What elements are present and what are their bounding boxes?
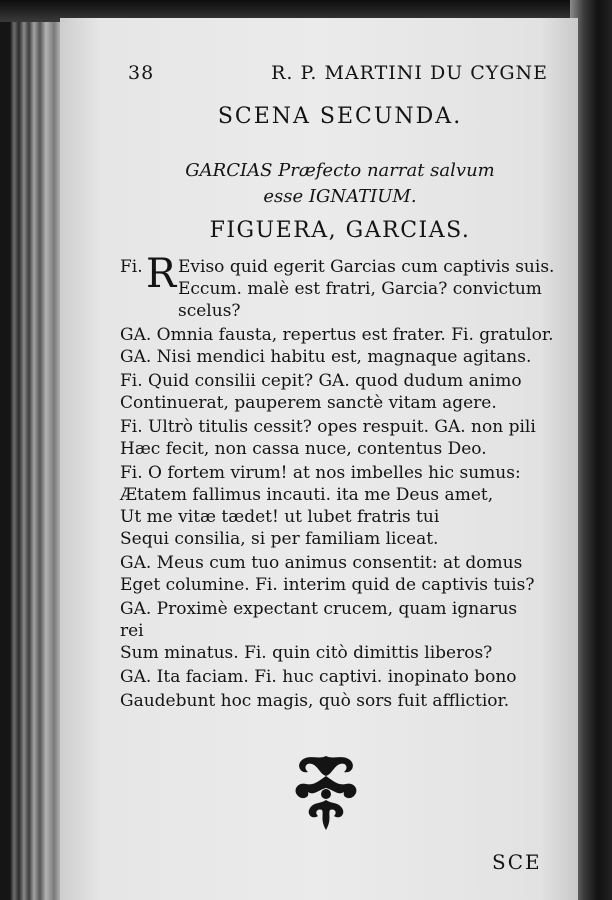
verse-line: GA. Omnia fausta, repertus est frater. Fi. gratulor. (120, 325, 554, 345)
speaker-label: Fi. (120, 257, 143, 277)
verse-line: GA. Meus cum tuo animus consentit: at domus (120, 553, 523, 573)
verse-line: Fi. O fortem virum! at nos imbelles hic sumus: (120, 463, 521, 483)
catchword: SCE (492, 850, 542, 874)
verse-line: scelus? (178, 301, 241, 321)
verse-line: Ut me vitæ tædet! ut lubet fratris tui (120, 507, 440, 527)
verse-line: Fi. Quid consilii cepit? GA. quod dudum animo (120, 371, 522, 391)
scene-argument (120, 158, 560, 210)
verse-line: Fi. Ultrò titulis cessit? opes respuit. GA. non pili (120, 417, 536, 437)
verse-line: Gaudebunt hoc magis, quò sors fuit afflictior. (120, 691, 510, 711)
verse-line: GA. Ita faciam. Fi. huc captivi. inopinato bono (120, 667, 517, 687)
book-page-edges (0, 0, 68, 900)
verse-line: Ætatem fallimus incauti. ita me Deus amet, (120, 485, 494, 505)
verse-line: Sum minatus. Fi. quin citò dimittis liberos? (120, 643, 493, 663)
argument-line-2: esse IGNATIUM. (263, 186, 417, 207)
verse-line: Eget columine. Fi. interim quid de captivis tuis? (120, 575, 535, 595)
verse-line: GA. Proximè expectant crucem, quam ignarus (120, 599, 518, 619)
fleuron-icon (288, 750, 364, 836)
argument-line-1: GARCIAS Præfecto narrat salvum (185, 160, 495, 181)
page-number: 38 (128, 62, 155, 84)
drop-cap-initial: R (146, 251, 177, 297)
verse-line: Eviso quid egerit Garcias cum captivis suis. (178, 257, 555, 277)
running-head (128, 62, 548, 88)
verse-line: Sequi consilia, si per familiam liceat. (120, 529, 439, 549)
verse-line: Hæc fecit, non cassa nuce, contentus Deo. (120, 439, 487, 459)
verse-line: rei (120, 621, 144, 641)
verse-line: Eccum. malè est fratri, Garcia? convictum (178, 279, 542, 299)
verse-line: GA. Nisi mendici habitu est, magnaque agitans. (120, 347, 532, 367)
book-page (60, 18, 578, 900)
verse-line: Continuerat, pauperem sanctè vitam agere. (120, 393, 497, 413)
running-head-author: R. P. MARTINI DU CYGNE (271, 62, 548, 84)
dramatis-personae: FIGUERA, GARCIAS. (209, 218, 471, 243)
scene-title: SCENA SECUNDA. (217, 104, 463, 129)
